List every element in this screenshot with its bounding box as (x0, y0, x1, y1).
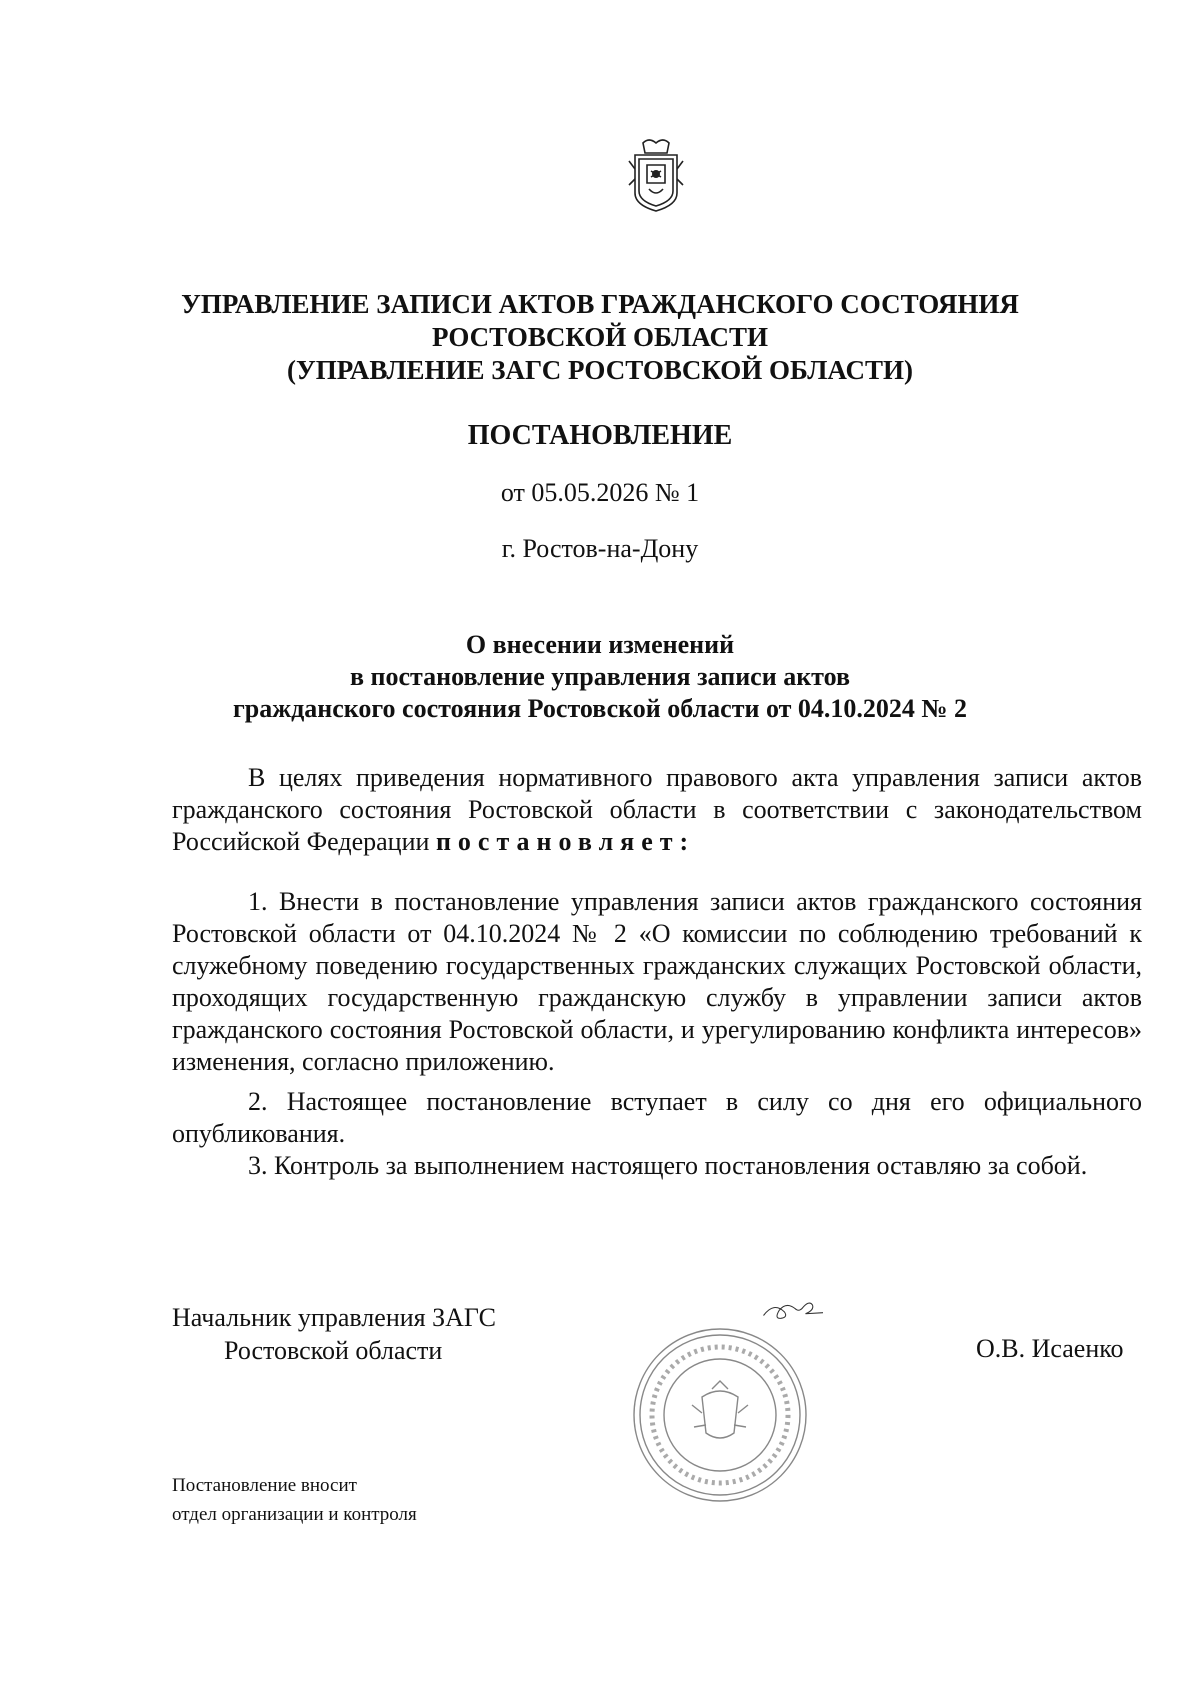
item-1-paragraph: 1. Внести в постановление управления записи актов гражданского состояния Ростовской области от 04.10.2024 № 2 «О комиссии по соблюдению требований к служебному поведению государственных гражданских служащих Ростовской области, проходящих государственную гражданскую службу в управлении записи актов гражданского состояния Ростовской области, и урегулированию конфликта интересов» изменения, согласно приложению. (172, 887, 1142, 1076)
signatory-name: О.В. Исаенко (976, 1334, 1124, 1363)
org-name-line-2: РОСТОВСКОЙ ОБЛАСТИ (432, 322, 768, 352)
preamble-emphasis: постановляет: (435, 827, 696, 856)
subject-line-3: гражданского состояния Ростовской области от 04.10.2024 № 2 (232, 694, 968, 723)
subject-line-1: О внесении изменений (465, 630, 735, 659)
footer-line-2: отдел организации и контроля (172, 1504, 417, 1525)
organization-header (0, 288, 1200, 387)
item-3-paragraph: 3. Контроль за выполнением настоящего постановления оставляю за собой. (248, 1151, 1088, 1180)
footer-note (172, 1471, 417, 1529)
decree-date-number: от 05.05.2026 № 1 (500, 478, 700, 507)
footer-line-1: Постановление вносит (172, 1475, 357, 1496)
decree-title: ПОСТАНОВЛЕНИЕ (467, 420, 733, 451)
coat-of-arms-icon (627, 135, 685, 213)
position-line-1: Начальник управления ЗАГС (172, 1303, 496, 1332)
org-name-line-1: УПРАВЛЕНИЕ ЗАПИСИ АКТОВ ГРАЖДАНСКОГО СОСТОЯНИЯ (181, 289, 1019, 319)
signatory-position (172, 1301, 496, 1367)
handwritten-signature-icon (700, 1298, 890, 1368)
preamble-paragraph (172, 762, 1142, 858)
subject-line-2: в постановление управления записи актов (350, 662, 850, 691)
decree-city: г. Ростов-на-Дону (501, 534, 699, 563)
decree-subject (0, 629, 1200, 725)
position-line-2: Ростовской области (224, 1336, 443, 1365)
preamble-text: В целях приведения нормативного правового акта управления записи актов гражданского состояния Ростовской области в соответствии с законодательством Российской Федерации (172, 763, 1142, 856)
org-name-line-3: (УПРАВЛЕНИЕ ЗАГС РОСТОВСКОЙ ОБЛАСТИ) (287, 355, 913, 385)
item-2-paragraph: 2. Настоящее постановление вступает в силу со дня его официального опубликования. (172, 1087, 1142, 1148)
